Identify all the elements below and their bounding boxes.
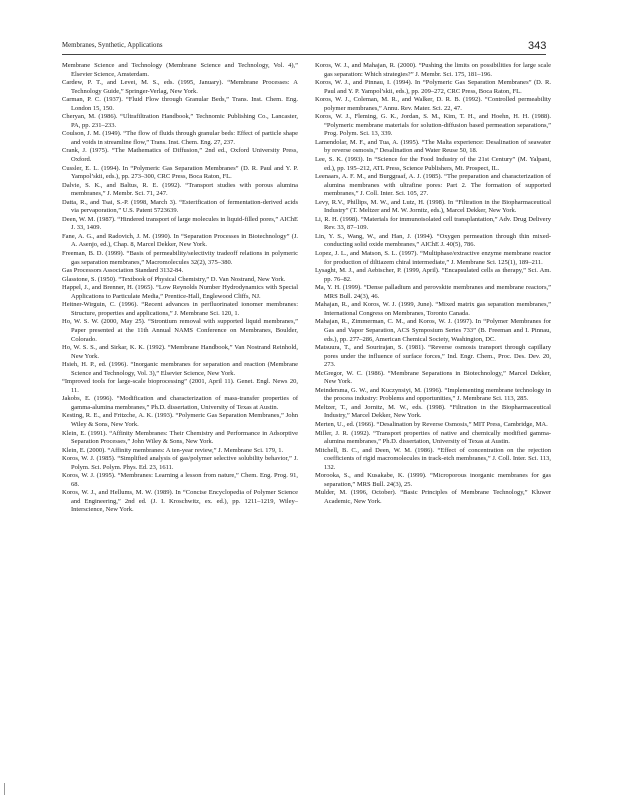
reference-entry: Mahajan, R., and Koros, W. J. (1999, June). “Mixed matrix gas separation membranes,” International Congress on Membranes, Toronto Canada. — [315, 301, 551, 317]
reference-entry: Koros, W. J. (1985). “Simplified analysis of gas/polymer selective solubility behavior,” J. Polym. Sci. Polym. Phys. Ed. 23, 1611. — [62, 455, 298, 471]
reference-entry: Merten, U., ed. (1966). “Desalination by Reverse Osmosis,” MIT Press, Cambridge, MA. — [315, 420, 548, 428]
reference-entry: Ma, Y. H. (1999). “Dense palladium and perovskite membranes and membrane reactors,” MRS Bull. 24(3), 46. — [315, 284, 551, 300]
reference-entry: Deen, W. M. (1987). “Hindered transport of large molecules in liquid-filled pores,” AIChE J. 33, 1409. — [62, 215, 298, 232]
reference-entry: Freeman, B. D. (1999). “Basis of permeability/selectivity tradeoff relations in polymeric gas separation membranes,” Macromolecules 32(2), 375–380. — [62, 250, 298, 266]
reference-entry: Lopez, J. L., and Matson, S. L. (1997). “Multiphase/extractive enzyme membrane reactor for production of diltiazem chiral intermediate,” J. Membrane Sci. 125(1), 189–211. — [315, 250, 551, 266]
reference-entry: Cussler, E. L. (1994). In “Polymeric Gas Separation Membranes” (D. R. Paul and Y. P. Yampol’skii, eds.), pp. 273–300, CRC Press, Boca Raton, FL. — [62, 164, 298, 181]
reference-entry: Matsuura, T., and Sourirajan, S. (1981). “Reverse osmosis transport through capillary pores under the influence of surface forces,” Ind. Engr. Chem., Proc. Des. Dev. 20, 273. — [315, 344, 551, 369]
reference-entry: Miller, J. R. (1992). “Transport properties of native and chemically modified gamma-alumina membranes,” Ph.D. dissertation, University of Texas at Austin. — [315, 429, 551, 446]
reference-entry: Morooka, S., and Kusakabe, K. (1999). “Microporous inorganic membranes for gas separation,” MRS Bull. 24(3), 25. — [315, 472, 551, 488]
reference-entry: Glasstone, S. (1950). “Textbook of Physical Chemistry,” D. Van Nostrand, New York. — [62, 275, 286, 283]
header-rule — [62, 54, 546, 55]
reference-entry: Ho, W. S. W. (2000, May 25). “Strontium removal with supported liquid membranes,” Paper presented at the 11th Annual NAMS Conference on Membranes, Boulder, Colorado. — [62, 318, 298, 343]
reference-entry: Lysaght, M. J., and Aebischer, P. (1999, April). “Encapsulated cells as therapy,” Sci. Am. pp. 76–82. — [315, 267, 551, 283]
reference-entry: Klein, E. (2000). “Affinity membranes: A ten-year review,” J. Membrane Sci. 179, 1. — [62, 446, 284, 454]
page-edge-mark — [4, 783, 5, 795]
reference-entry: “Improved tools for large-scale bioprocessing” (2001, April 11). Genet. Engl. News 20, 11. — [62, 378, 298, 394]
reference-entry: Mulder, M. (1996, October). “Basic Principles of Membrane Technology,” Kluwer Academic, New York. — [315, 489, 551, 505]
reference-entry: McGregor, W. C. (1986). “Membrane Separations in Biotechnology,” Marcel Dekker, New York. — [315, 369, 551, 386]
reference-entry: Membrane Science and Technology (Membrane Science and Technology, Vol. 4),” Elsevier Science, Amsterdam. — [62, 62, 298, 78]
reference-entry: Fane, A. G., and Radovich, J. M. (1990). In “Separation Processes in Biotechnology” (J. A. Asenjo, ed.), Chap. 8, Marcel Dekker, New York. — [62, 232, 298, 249]
reference-entry: Klein, E. (1991). “Affinity Membranes: Their Chemistry and Performance in Adsorptive Separation Processes,” John Wiley & Sons, New York. — [62, 429, 298, 446]
reference-entry: Datta, R., and Tsai, S.-P. (1998, March 3). “Esterification of fermentation-derived acids via pervaporation,” U.S. Patent 5723639. — [62, 198, 298, 215]
reference-entry: Happel, J., and Brenner, H. (1965). “Low Reynolds Number Hydrodynamics with Special Applications to Particulate Media,” Prentice-Hall, Englewood Cliffs, NJ. — [62, 284, 298, 300]
reference-entry: Kesting, R. E., and Fritzche, A. K. (1993). “Polymeric Gas Separation Membranes,” John Wiley & Sons, New York. — [62, 412, 298, 428]
reference-entry: Koros, W. J., and Pinnau, I. (1994). In “Polymeric Gas Separation Membranes” (D. R. Paul and Y. P. Yampol’skii, eds.), pp. 209–272, CRC Press, Boca Raton, FL. — [315, 79, 551, 95]
reference-entry: Koros, W. J., Coleman, M. R., and Walker, D. R. B. (1992). “Controlled permeability polymer membranes,” Annu. Rev. Mater. Sci. 22, 47. — [315, 96, 551, 112]
references-left-column — [62, 62, 298, 515]
reference-entry: Levy, R.V., Phillips, M. W., and Lutz, H. (1998). In “Filtration in the Biopharmaceutical Industry” (T. Meltzer and M. W. Jornitz, eds.), Marcel Dekker, New York. — [315, 198, 551, 215]
reference-entry: Heitner-Wirguin, C. (1996). “Recent advances in perfluorinated ionomer membranes: Structure, properties and applications,” J. Membrane Sci. 120, 1. — [62, 301, 298, 317]
reference-entry: Carman, P. C. (1937). “Fluid Flow through Granular Beds,” Trans. Inst. Chem. Eng. London 15, 150. — [62, 96, 298, 112]
reference-entry: Gas Processors Association Standard 3132-84. — [62, 267, 184, 275]
reference-entry: Lee, S. K. (1993). In “Science for the Food Industry of the 21st Century” (M. Yalpani, ed.), pp. 195–212, ATL Press, Science Publishers, Mt. Prospect, IL. — [315, 156, 551, 172]
reference-entry: Koros, W. J., and Mahajan, R. (2000). “Pushing the limits on possibilities for large scale gas separation: Which strategies?” J. Membr. Sci. 175, 181–196. — [315, 62, 551, 78]
reference-entry: Lin, Y. S., Wang, W., and Han, J. (1994). “Oxygen permeation through thin mixed-conducting solid oxide membranes,” AIChE J. 40(5), 786. — [315, 232, 551, 249]
reference-entry: Ho, W. S. S., and Sirkar, K. K. (1992). “Membrane Handbook,” Van Nostrand Reinhold, New York. — [62, 344, 298, 360]
reference-entry: Leenaars, A. F. M., and Burggraaf, A. J. (1985). “The preparation and characterization of alumina membranes with ultrafine pores: Part 2. The formation of supported membranes,” J. Coll. Inter. Sci. 105, 27. — [315, 173, 551, 198]
running-head: Membranes, Synthetic, Applications — [62, 42, 163, 49]
page-number: 343 — [528, 40, 547, 52]
reference-entry: Jakobs, E. (1996). “Modification and characterization of mass-transfer properties of gamma-alumina membranes,” Ph.D. dissertation, University of Texas at Austin. — [62, 395, 298, 411]
reference-entry: Mitchell, B. C., and Deen, W. M. (1986). “Effect of concentration on the rejection coefficients of rigid macromolecules in track-etch membranes,” J. Coll. Inter. Sci. 113, 132. — [315, 446, 551, 471]
reference-entry: Dalvie, S. K., and Baltus, R. E. (1992). “Transport studies with porous alumina membranes,” J. Membr. Sci. 71, 247. — [62, 181, 298, 198]
reference-entry: Lamendolar, M. F., and Tua, A. (1995). “The Malta experience: Desalination of seawater by reverse osmosis,” Desalination and Water Reuse 50, 18. — [315, 138, 551, 155]
reference-entry: Cardew, P. T., and Levei, M. S., eds. (1995, January). “Membrane Processes: A Technology Guide,” Springer-Verlag, New York. — [62, 79, 298, 95]
reference-entry: Hsieh, H. P., ed. (1996). “Inorganic membranes for separation and reaction (Membrane Science and Technology, Vol. 3),” Elsevier Science, New York. — [62, 361, 298, 377]
reference-entry: Coulson, J. M. (1949). “The flow of fluids through granular beds: Effect of particle shape and voids in streamline flow,” Trans. Inst. Chem. Eng. 27, 237. — [62, 130, 298, 146]
reference-entry: Koros, W. J., Fleming, G. K., Jordan, S. M., Kim, T. H., and Hoehn, H. H. (1988). “Polymeric membrane materials for solution-diffusion based permeation separations,” Prog. Polym. Sci. 13, 339. — [315, 113, 551, 138]
reference-entry: Crank, J. (1975). “The Mathematics of Diffusion,” 2nd ed., Oxford University Press, Oxford. — [62, 147, 298, 164]
reference-entry: Li, R. H. (1998). “Materials for immunoisolated cell transplantation,” Adv. Drug Delivery Rev. 33, 87–109. — [315, 215, 551, 232]
reference-entry: Koros, W. J., and Hellums, M. W. (1989). In “Concise Encyclopedia of Polymer Science and Engineering,” 2nd ed. (J. I. Kroschwitz, ex. ed.), pp. 1211–1219, Wiley–Interscience, New York. — [62, 489, 298, 514]
reference-entry: Koros, W. J. (1995). “Membranes: Learning a lesson from nature,” Chem. Eng. Prog. 91, 68. — [62, 472, 298, 488]
references-right-column — [315, 62, 551, 506]
reference-entry: Cheryan, M. (1986). “Ultrafiltration Handbook,” Technomic Publishing Co., Lancaster, PA, pp. 231–233. — [62, 113, 298, 129]
reference-entry: Mahajan, R., Zimmerman, C. M., and Koros, W. J. (1997). In “Polymer Membranes for Gas and Vapor Separation, ACS Symposium Series 733” (B. Freeman and I. Pinnau, eds.), pp. 277–286, American Chemical Society, Washington, DC. — [315, 318, 551, 343]
reference-entry: Meindersma, G. W., and Kuczynsiyi, M. (1996). “Implementing membrane technology in the process industry: Problems and opportunities,” J. Membrane Sci. 113, 285. — [315, 386, 551, 403]
reference-entry: Meltzer, T., and Jornitz, M. W., eds. (1998). “Filtration in the Biopharmaceutical Industry,” Marcel Dekker, New York. — [315, 403, 551, 420]
